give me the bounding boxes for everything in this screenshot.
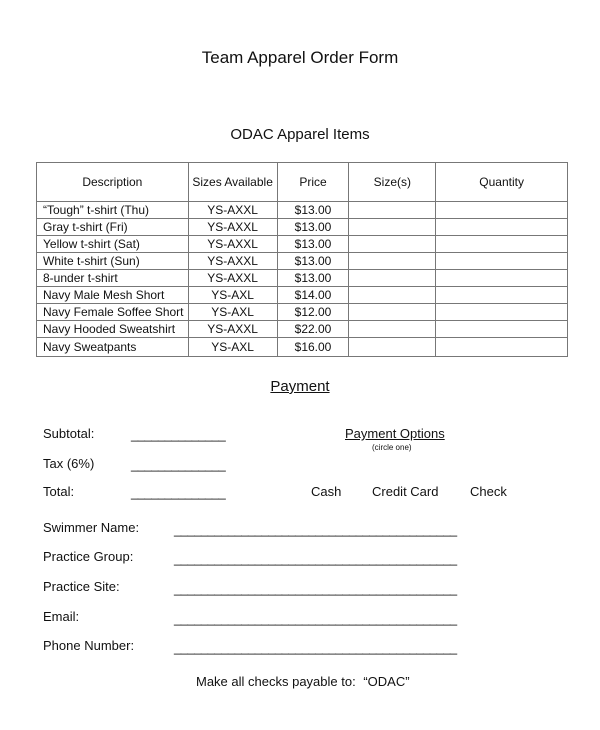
header-description: Description	[37, 163, 189, 202]
item-description: Navy Sweatpants	[37, 338, 189, 357]
practice-group-label: Practice Group:	[43, 549, 134, 564]
item-description: Navy Hooded Sweatshirt	[37, 321, 189, 338]
quantity-entry-cell[interactable]	[436, 304, 568, 321]
items-section-title: ODAC Apparel Items	[230, 126, 370, 143]
item-sizes: YS-AXL	[188, 338, 277, 357]
practice-site-blank[interactable]: __________________________________________	[174, 581, 457, 596]
table-row	[37, 338, 568, 357]
phone-number-blank[interactable]: __________________________________________	[174, 640, 457, 655]
size-entry-cell[interactable]	[349, 202, 436, 219]
quantity-entry-cell[interactable]	[436, 321, 568, 338]
payment-option-check[interactable]: Check	[470, 484, 507, 499]
tax-blank[interactable]: ______________	[131, 457, 226, 472]
item-description: Navy Female Soffee Short	[37, 304, 189, 321]
size-entry-cell[interactable]	[349, 304, 436, 321]
item-sizes: YS-AXXL	[188, 219, 277, 236]
payment-title-text: Payment	[270, 378, 330, 395]
item-price: $16.00	[277, 338, 349, 357]
header-sizes: Size(s)	[349, 163, 436, 202]
item-description: Navy Male Mesh Short	[37, 287, 189, 304]
item-price: $13.00	[277, 202, 349, 219]
swimmer-name-label: Swimmer Name:	[43, 520, 140, 535]
size-entry-cell[interactable]	[349, 219, 436, 236]
item-sizes: YS-AXXL	[188, 321, 277, 338]
swimmer-name-blank[interactable]: __________________________________________	[174, 522, 457, 537]
quantity-entry-cell[interactable]	[436, 236, 568, 253]
quantity-entry-cell[interactable]	[436, 219, 568, 236]
table-row	[37, 304, 568, 321]
size-entry-cell[interactable]	[349, 321, 436, 338]
item-sizes: YS-AXL	[188, 287, 277, 304]
form-title: Team Apparel Order Form	[201, 48, 399, 67]
subtotal-label: Subtotal:	[43, 426, 95, 441]
item-price: $13.00	[277, 253, 349, 270]
item-description: Gray t-shirt (Fri)	[37, 219, 189, 236]
table-row	[37, 321, 568, 338]
item-sizes: YS-AXL	[188, 304, 277, 321]
table-row	[37, 202, 568, 219]
size-entry-cell[interactable]	[349, 253, 436, 270]
item-price: $12.00	[277, 304, 349, 321]
item-price: $14.00	[277, 287, 349, 304]
size-entry-cell[interactable]	[349, 338, 436, 357]
item-description: Yellow t-shirt (Sat)	[37, 236, 189, 253]
table-row	[37, 287, 568, 304]
tax-label: Tax (6%)	[43, 456, 95, 471]
quantity-entry-cell[interactable]	[436, 202, 568, 219]
practice-group-blank[interactable]: __________________________________________	[174, 551, 457, 566]
payment-option-cash[interactable]: Cash	[311, 484, 342, 499]
table-row	[37, 270, 568, 287]
checks-payable-note	[196, 674, 410, 689]
table-row	[37, 253, 568, 270]
item-price: $13.00	[277, 219, 349, 236]
subtotal-blank[interactable]: ______________	[131, 427, 226, 442]
payment-options-note: (circle one)	[372, 443, 412, 452]
payment-option-credit-card[interactable]: Credit Card	[372, 484, 439, 499]
size-entry-cell[interactable]	[349, 287, 436, 304]
item-sizes: YS-AXXL	[188, 202, 277, 219]
email-label: Email:	[43, 609, 80, 624]
item-description: “Tough” t-shirt (Thu)	[37, 202, 189, 219]
quantity-entry-cell[interactable]	[436, 338, 568, 357]
email-blank[interactable]: __________________________________________	[174, 611, 457, 626]
table-row	[37, 219, 568, 236]
checks-payable-payee: “ODAC”	[363, 674, 410, 689]
item-price: $22.00	[277, 321, 349, 338]
total-blank[interactable]: ______________	[131, 485, 226, 500]
item-sizes: YS-AXXL	[188, 270, 277, 287]
apparel-items-table	[36, 162, 568, 357]
header-sizes-available: Sizes Available	[188, 163, 277, 202]
payment-options-text: Payment Options	[345, 426, 445, 441]
phone-number-label: Phone Number:	[43, 638, 135, 653]
payment-options-title	[345, 426, 445, 441]
size-entry-cell[interactable]	[349, 270, 436, 287]
practice-site-label: Practice Site:	[43, 579, 120, 594]
item-price: $13.00	[277, 236, 349, 253]
table-row	[37, 236, 568, 253]
quantity-entry-cell[interactable]	[436, 287, 568, 304]
item-description: 8-under t-shirt	[37, 270, 189, 287]
header-quantity: Quantity	[436, 163, 568, 202]
item-sizes: YS-AXXL	[188, 236, 277, 253]
header-price: Price	[277, 163, 349, 202]
quantity-entry-cell[interactable]	[436, 253, 568, 270]
size-entry-cell[interactable]	[349, 236, 436, 253]
quantity-entry-cell[interactable]	[436, 270, 568, 287]
table-header-row	[37, 163, 568, 202]
checks-payable-label: Make all checks payable to:	[196, 674, 356, 689]
item-price: $13.00	[277, 270, 349, 287]
item-sizes: YS-AXXL	[188, 253, 277, 270]
payment-section-title	[0, 378, 600, 395]
item-description: White t-shirt (Sun)	[37, 253, 189, 270]
total-label: Total:	[43, 484, 75, 499]
